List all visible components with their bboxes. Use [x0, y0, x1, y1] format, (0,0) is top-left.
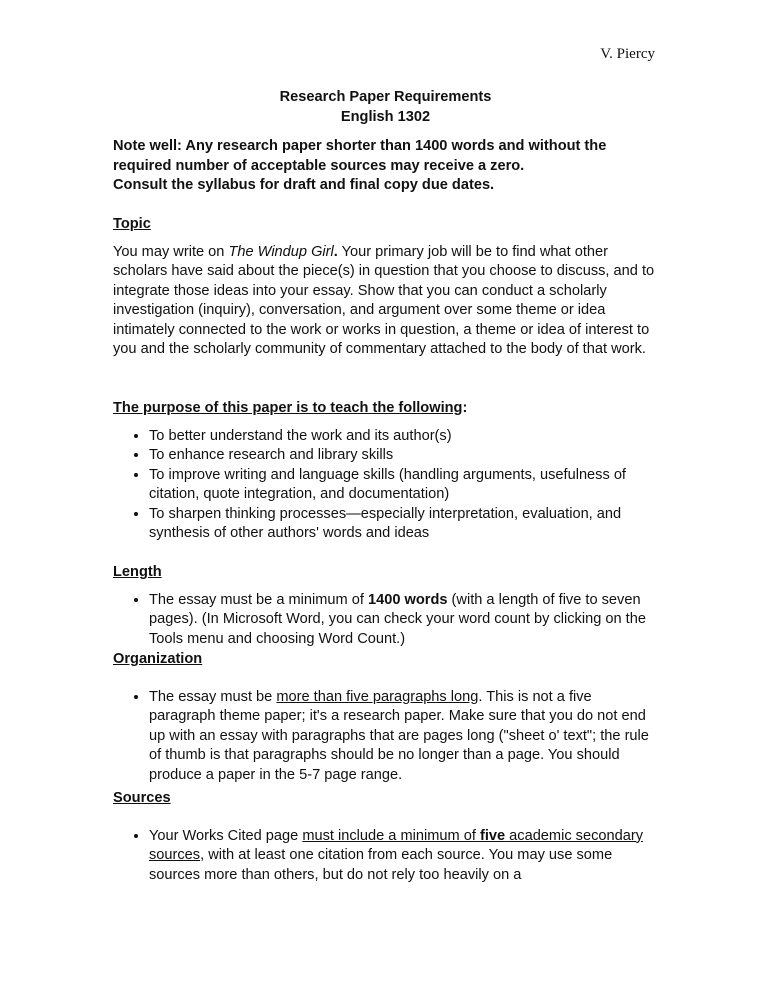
organization-heading: Organization	[113, 651, 203, 667]
text: Your primary job will be to find what other scholars have said about the piece(s) in question that you choose to discuss, and to integrate those ideas into your essay. Show that you can conduct a scholarly investigation (inquiry), conversation, and argument over some theme or idea intimately connected to the work or works in question, a theme or idea of interest to you and the scholarly community of commentary attached to the body of that work.	[113, 243, 655, 357]
text: The essay must be a minimum of	[149, 591, 368, 608]
purpose-section	[113, 399, 658, 544]
list-item	[149, 591, 658, 650]
text: The essay must be	[149, 688, 277, 705]
length-heading: Length	[113, 564, 162, 580]
sources-heading: Sources	[113, 790, 171, 806]
purpose-list	[113, 427, 658, 544]
note-block	[113, 137, 658, 196]
text: , with at least one citation from each source. You may use some sources more than others, but do not rely too heavily on a	[149, 847, 613, 883]
text: :	[462, 400, 468, 416]
length-section	[113, 563, 658, 649]
text: (with a length of five to seven pages). (In Microsoft Word, you can check your word count by clicking on the Tools menu and choosing Word Count.)	[149, 591, 646, 647]
note-due-dates: Consult the syllabus for draft and final copy due dates.	[113, 177, 495, 193]
topic-section	[113, 215, 658, 360]
text: academic secondary sources	[149, 827, 644, 863]
note-warning: Note well: Any research paper shorter than 1400 words and without the required number of acceptable sources may receive a zero.	[113, 138, 607, 174]
sources-list	[113, 827, 658, 886]
list-item: • To sharpen thinking processes—especially interpretation, evaluation, and synthesis of other authors' words and ideas	[149, 505, 658, 544]
list-item: • To better understand the work and its author(s)	[149, 427, 658, 447]
author-name: V. Piercy	[600, 46, 655, 62]
document-title: Research Paper Requirements	[279, 89, 492, 105]
topic-heading: Topic	[113, 216, 151, 232]
purpose-heading-text: The purpose of this paper is to teach the following	[113, 400, 463, 416]
organization-list	[113, 688, 658, 786]
word-count: 1400 words	[368, 591, 448, 608]
list-item: • To enhance research and library skills	[149, 446, 658, 466]
emphasis: more than five paragraphs long	[276, 688, 479, 705]
topic-paragraph	[113, 243, 658, 360]
text: .	[333, 243, 338, 260]
sources-section	[113, 789, 658, 885]
list-item	[149, 827, 658, 886]
text: must include a minimum of	[302, 827, 480, 844]
text: Your Works Cited page	[149, 827, 303, 844]
length-list	[113, 591, 658, 650]
text: You may write on	[113, 243, 229, 260]
course-name: English 1302	[340, 109, 431, 125]
text: . This is not a five paragraph theme paper; it's a research paper. Make sure that you do not end up with an essay with paragraphs that are pages long ("sheet o' text"; the rule of thumb is that paragraphs should be no longer than a page. You should produce a paper in the 5-7 page range.	[149, 688, 649, 783]
list-item	[149, 688, 658, 786]
purpose-heading	[113, 399, 658, 419]
book-title: The Windup Girl	[228, 243, 334, 260]
text: five	[479, 827, 506, 844]
organization-section	[113, 650, 658, 785]
list-item: • To improve writing and language skills (handling arguments, usefulness of citation, quote integration, and documentation)	[149, 466, 658, 505]
